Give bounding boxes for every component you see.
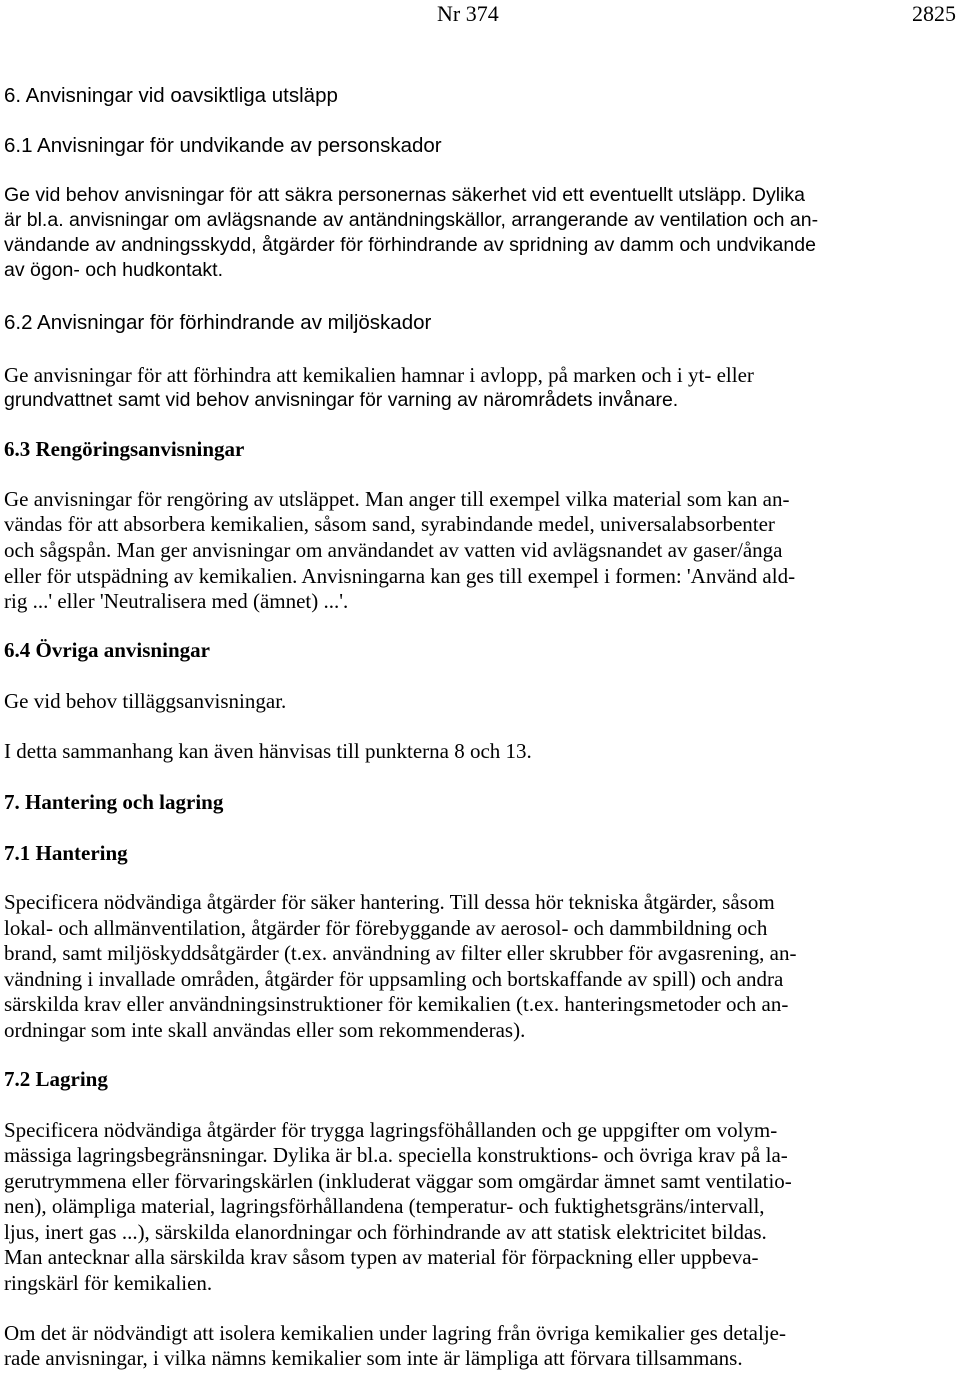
section-6-3-heading: 6.3 Rengöringsanvisningar	[4, 437, 245, 461]
section-6-4-heading: 6.4 Övriga anvisningar	[4, 638, 210, 662]
paragraph-line: I detta sammanhang kan även hänvisas till punkterna 8 och 13.	[4, 739, 532, 763]
section-7-heading: 7. Hantering och lagring	[4, 790, 224, 814]
paragraph-line: Specificera nödvändiga åtgärder för trygga lagringsföhållanden och ge uppgifter om volym-	[4, 1118, 778, 1142]
paragraph-line: vändas för att absorbera kemikalien, såsom sand, syrabindande medel, universalabsorbenter	[4, 512, 775, 536]
paragraph-line: ringskärl för kemikalien.	[4, 1271, 213, 1295]
paragraph-line: nen), olämpliga material, lagringsförhållandena (temperatur- och fuktighetsgräns/intervall,	[4, 1194, 765, 1218]
paragraph-line: Specificera nödvändiga åtgärder för säker hantering. Till dessa hör tekniska åtgärder, såsom	[4, 890, 775, 914]
paragraph-line: Ge anvisningar för att förhindra att kemikalien hamnar i avlopp, på marken och i yt- eller	[4, 363, 754, 387]
section-6-1-heading: 6.1 Anvisningar för undvikande av personskador	[4, 134, 442, 157]
paragraph-line: grundvattnet samt vid behov anvisningar för varning av närområdets invånare.	[4, 389, 679, 411]
section-7-2-heading: 7.2 Lagring	[4, 1067, 108, 1091]
paragraph-line: Ge vid behov tilläggsanvisningar.	[4, 689, 287, 713]
paragraph-line: är bl.a. anvisningar om avlägsnande av antändningskällor, arrangerande av ventilation och an-	[4, 209, 819, 231]
paragraph-line: rig ...' eller 'Neutralisera med (ämnet) ...'.	[4, 589, 349, 613]
section-6-heading: 6. Anvisningar vid oavsiktliga utsläpp	[4, 84, 338, 107]
paragraph-line: gerutrymmena eller förvaringskärlen (inkluderat väggar som omgärdar ämnet samt ventilatio-	[4, 1169, 792, 1193]
paragraph-line: Man antecknar alla särskilda krav såsom typen av material för förpackning eller uppbeva-	[4, 1245, 759, 1269]
page-number: 2825	[912, 1, 956, 26]
paragraph-line: vändande av andningsskydd, åtgärder för förhindrande av spridning av damm och undvikande	[4, 234, 816, 256]
paragraph-line: ljus, inert gas ...), särskilda elanordningar och förhindrande av att statisk elektricitet bildas.	[4, 1220, 767, 1244]
page-header	[0, 0, 960, 30]
paragraph-line: och sågspån. Man ger anvisningar om användandet av vatten vid avlägsnandet av gaser/ånga	[4, 538, 783, 562]
paragraph-line: Om det är nödvändigt att isolera kemikalien under lagring från övriga kemikalier ges detalje-	[4, 1321, 786, 1345]
paragraph-line: särskilda krav eller användningsinstruktioner för kemikalien (t.ex. hanteringsmetoder och an-	[4, 992, 789, 1016]
section-7-1-heading: 7.1 Hantering	[4, 841, 128, 865]
paragraph-line: brand, samt miljöskyddsåtgärder (t.ex. användning av filter eller skrubber för avgasrening, an-	[4, 941, 797, 965]
paragraph-line: mässiga lagringsbegränsningar. Dylika är bl.a. speciella konstruktions- och övriga krav på la-	[4, 1143, 788, 1167]
paragraph-line: Ge anvisningar för rengöring av utsläppet. Man anger till exempel vilka material som kan an-	[4, 487, 790, 511]
paragraph-line: rade anvisningar, i vilka nämns kemikalier som inte är lämpliga att förvara tillsammans.	[4, 1346, 743, 1370]
paragraph-line: vändning i invallade områden, åtgärder för uppsamling och bortskaffande av spill) och andra	[4, 967, 784, 991]
paragraph-line: Ge vid behov anvisningar för att säkra personernas säkerhet vid ett eventuellt utsläpp. Dylika	[4, 184, 806, 206]
section-6-2-heading: 6.2 Anvisningar för förhindrande av miljöskador	[4, 311, 432, 334]
paragraph-line: lokal- och allmänventilation, åtgärder för förebyggande av aerosol- och dammbildning och	[4, 916, 768, 940]
paragraph-line: av ögon- och hudkontakt.	[4, 259, 223, 281]
issue-number: Nr 374	[437, 1, 499, 26]
paragraph-line: eller för utspädning av kemikalien. Anvisningarna kan ges till exempel i formen: 'Använd ald-	[4, 564, 796, 588]
paragraph-line: ordningar som inte skall användas eller som rekommenderas).	[4, 1018, 526, 1042]
